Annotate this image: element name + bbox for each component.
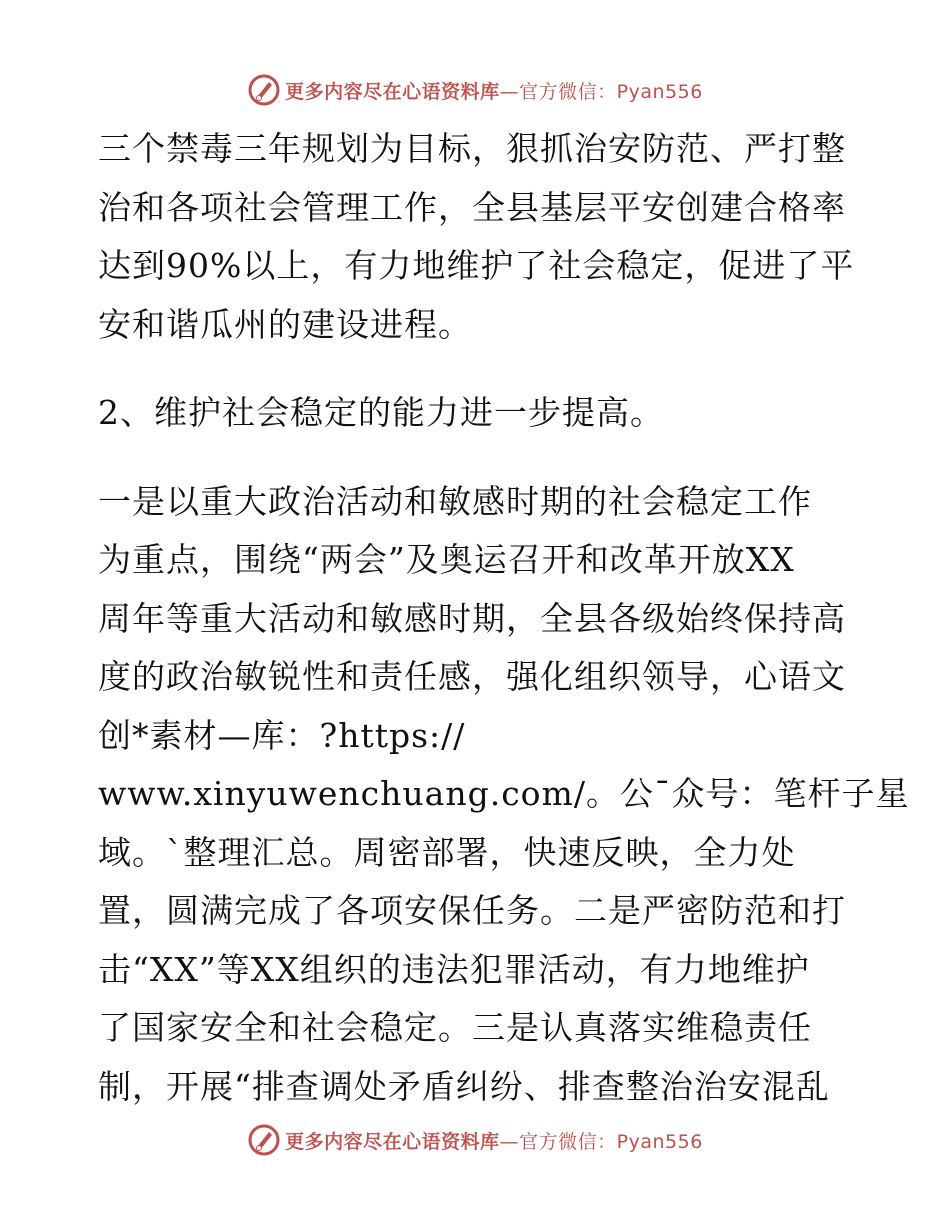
pen-logo-icon <box>247 1123 281 1157</box>
text-line: 一是以重大政治活动和敏感时期的社会稳定工作 <box>98 481 812 521</box>
footer-watermark-banner <box>0 1120 950 1160</box>
section-heading: 2、维护社会稳定的能力进一步提高。 <box>98 393 664 432</box>
text-line: 治和各项社会管理工作，全县基层平安创建合格率 <box>98 187 846 227</box>
header-watermark-banner <box>0 70 950 110</box>
banner-separator: — <box>499 80 520 103</box>
banner-text <box>285 77 703 104</box>
text-line: 击“XX”等XX组织的违法犯罪活动，有力地维护 <box>98 949 810 989</box>
banner-wechat-text: 官方微信：Pyan556 <box>519 80 703 103</box>
text-line: 达到90%以上，有力地维护了社会稳定，促进了平 <box>98 246 855 285</box>
text-line: 为重点，围绕“两会”及奥运召开和改革开放XX <box>98 540 795 579</box>
text-line: www.xinyuwenchuang.com/。公¯众号：笔杆子星 <box>98 774 910 813</box>
text-line: 三个禁毒三年规划为目标，狠抓治安防范、严打整 <box>98 129 846 168</box>
paragraph-2-heading <box>98 384 858 443</box>
banner-text <box>285 1127 703 1154</box>
text-line: 域。`整理汇总。周密部署，快速反映，全力处 <box>98 832 796 872</box>
banner-separator: — <box>499 1130 520 1153</box>
text-line: 度的政治敏锐性和责任感，强化组织领导，心语文 <box>98 657 846 696</box>
text-line: 了国家安全和社会稳定。三是认真落实维稳责任 <box>98 1008 812 1047</box>
pen-logo-icon <box>247 73 281 107</box>
banner-main-text: 更多内容尽在心语资料库 <box>285 80 500 103</box>
text-line: 制，开展“排查调处矛盾纠纷、排查整治治安混乱 <box>98 1066 830 1106</box>
paragraph-3 <box>98 473 910 1117</box>
banner-wechat-text: 官方微信：Pyan556 <box>519 1130 703 1153</box>
paragraph-1 <box>98 120 858 354</box>
document-body <box>98 120 910 1116</box>
text-line: 置，圆满完成了各项安保任务。二是严密防范和打 <box>98 891 846 930</box>
text-line: 周年等重大活动和敏感时期，全县各级始终保持高 <box>98 598 846 638</box>
banner-main-text: 更多内容尽在心语资料库 <box>285 1130 500 1153</box>
text-line: 创*素材—库：?https:// <box>98 715 466 755</box>
text-line: 安和谐瓜州的建设进程。 <box>98 304 472 344</box>
